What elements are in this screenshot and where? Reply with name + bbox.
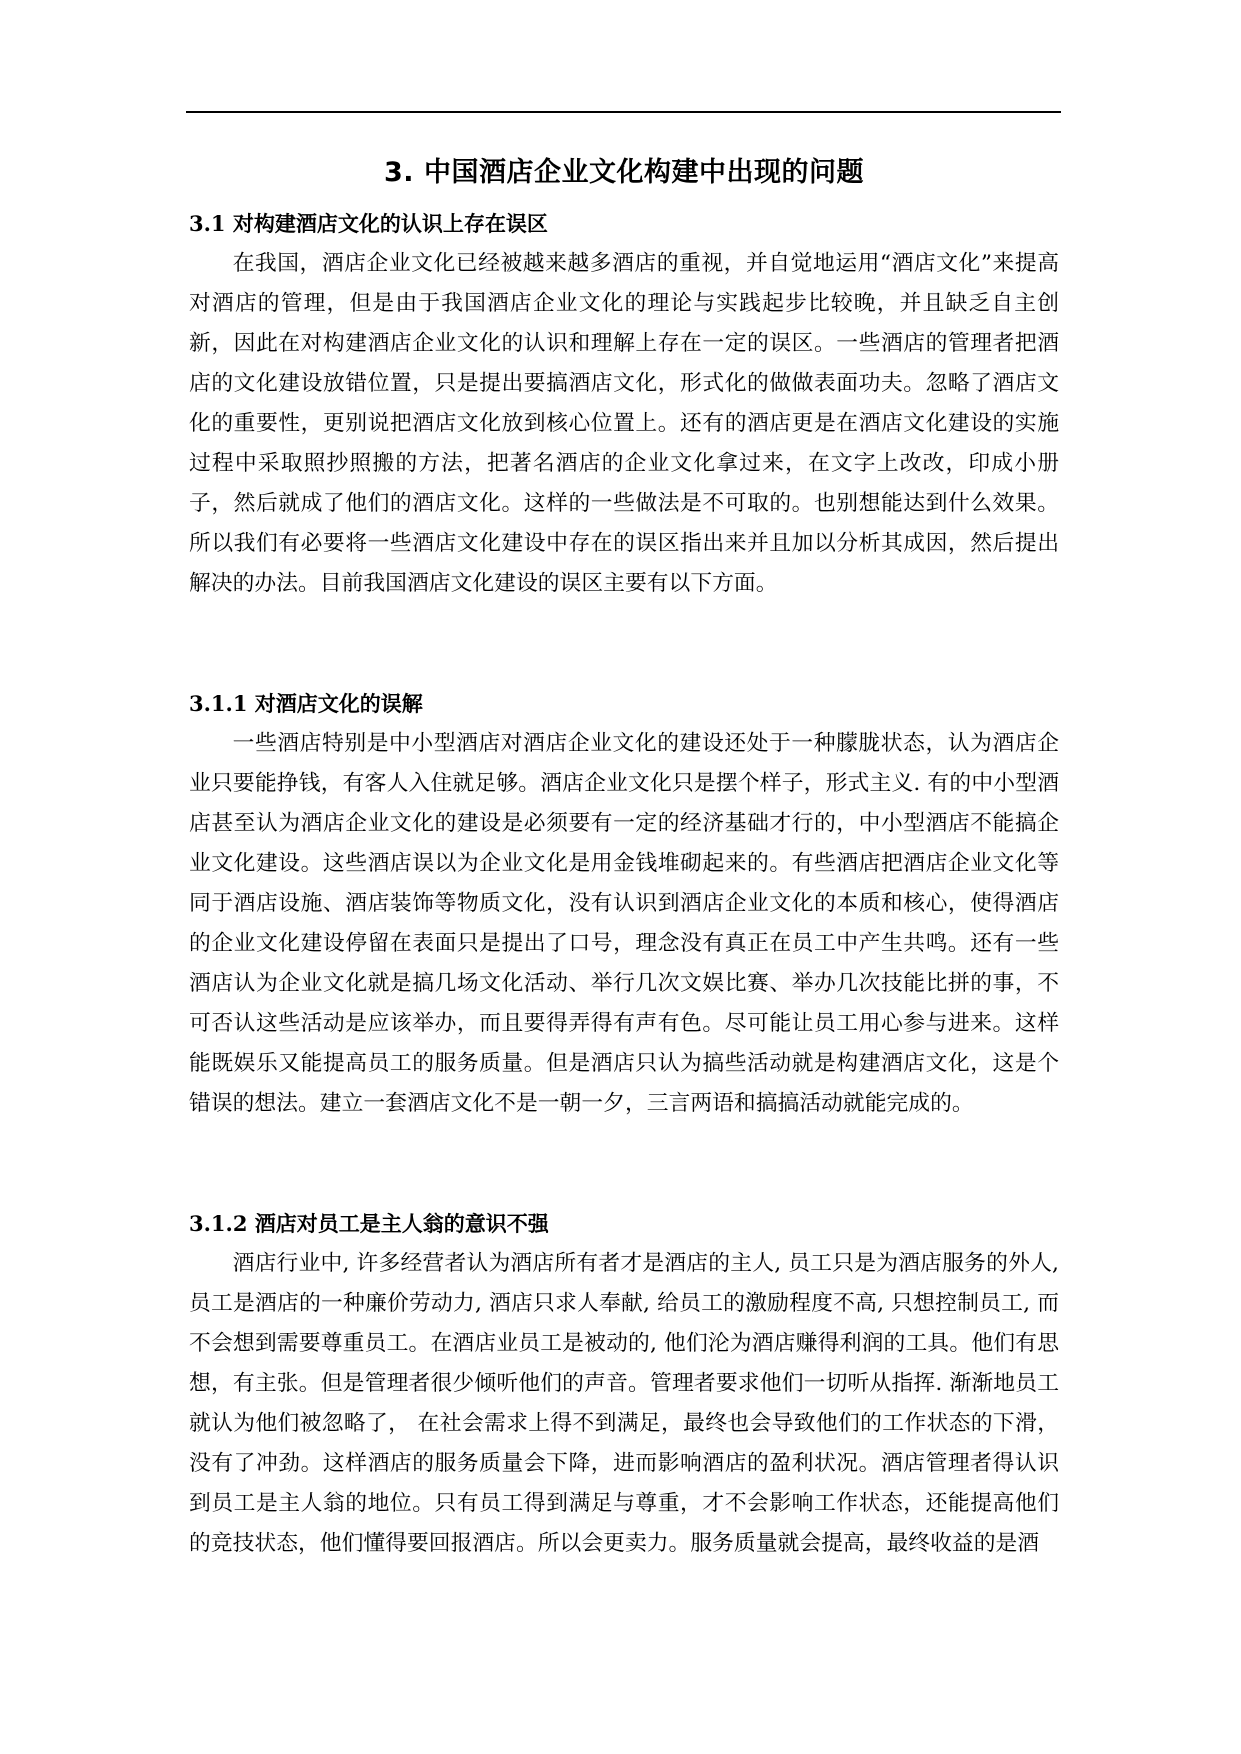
body-paragraph-3-1-2: 酒店行业中, 许多经营者认为酒店所有者才是酒店的主人, 员工只是为酒店服务的外人, 员工是酒店的一种廉价劳动力, 酒店只求人奉献, 给员工的激励程度不高, 只想控制员工, 而不会想到需要尊重员工。在酒店业员工是被动的, 他们沦为酒店赚得利润的工具。他们有思想，有主张。但是管理者很少倾听他们的声音。管理者要求他们一切听从指挥. 渐渐地员工就认为他们被忽略了， 在社会需求上得不到满足，最终也会导致他们的工作状态的下滑，没有了冲劲。这样酒店的服务质量会下降，进而影响酒店的盈利状况。酒店管理者得认识到员工是主人翁的地位。只有员工得到满足与尊重，才不会影响工作状态，还能提高他们的竞技状态，他们懂得要回报酒店。所以会更卖力。服务质量就会提高，最终收益的是酒 — [189, 1251, 1059, 1556]
chapter-title: 3. 中国酒店企业文化构建中出现的问题 — [384, 157, 864, 188]
page-content — [189, 148, 1059, 1644]
body-paragraph-3-1: 在我国，酒店企业文化已经被越来越多酒店的重视，并自觉地运用“酒店文化”来提高对酒店的管理，但是由于我国酒店企业文化的理论与实践起步比较晚，并且缺乏自主创新，因此在对构建酒店企业文化的认识和理解上存在一定的误区。一些酒店的管理者把酒店的文化建设放错位置，只是提出要搞酒店文化，形式化的做做表面功夫。忽略了酒店文化的重要性，更别说把酒店文化放到核心位置上。还有的酒店更是在酒店文化建设的实施过程中采取照抄照搬的方法，把著名酒店的企业文化拿过来，在文字上改改，印成小册子，然后就成了他们的酒店文化。这样的一些做法是不可取的。也别想能达到什么效果。所以我们有必要将一些酒店文化建设中存在的误区指出来并且加以分析其成因，然后提出解决的办法。目前我国酒店文化建设的误区主要有以下方面。 — [189, 251, 1059, 596]
header-rule — [186, 111, 1061, 113]
body-paragraph-3-1-1: 一些酒店特别是中小型酒店对酒店企业文化的建设还处于一种朦胧状态，认为酒店企业只要能挣钱，有客人入住就足够。酒店企业文化只是摆个样子，形式主义. 有的中小型酒店甚至认为酒店企业文化的建设是必须要有一定的经济基础才行的，中小型酒店不能搞企业文化建设。这些酒店误以为企业文化是用金钱堆砌起来的。有些酒店把酒店企业文化等同于酒店设施、酒店装饰等物质文化，没有认识到酒店企业文化的本质和核心，使得酒店的企业文化建设停留在表面只是提出了口号，理念没有真正在员工中产生共鸣。还有一些酒店认为企业文化就是搞几场文化活动、举行几次文娱比赛、举办几次技能比拼的事，不可否认这些活动是应该举办，而且要得弄得有声有色。尽可能让员工用心参与进来。这样能既娱乐又能提高员工的服务质量。但是酒店只认为搞些活动就是构建酒店文化，这是个错误的想法。建立一套酒店文化不是一朝一夕，三言两语和搞搞活动就能完成的。 — [189, 731, 1059, 1116]
section-heading-3-1-1: 3.1.1 对酒店文化的误解 — [189, 691, 423, 716]
section-heading-3-1: 3.1 对构建酒店文化的认识上存在误区 — [189, 211, 548, 236]
section-heading-3-1-2: 3.1.2 酒店对员工是主人翁的意识不强 — [189, 1211, 549, 1236]
